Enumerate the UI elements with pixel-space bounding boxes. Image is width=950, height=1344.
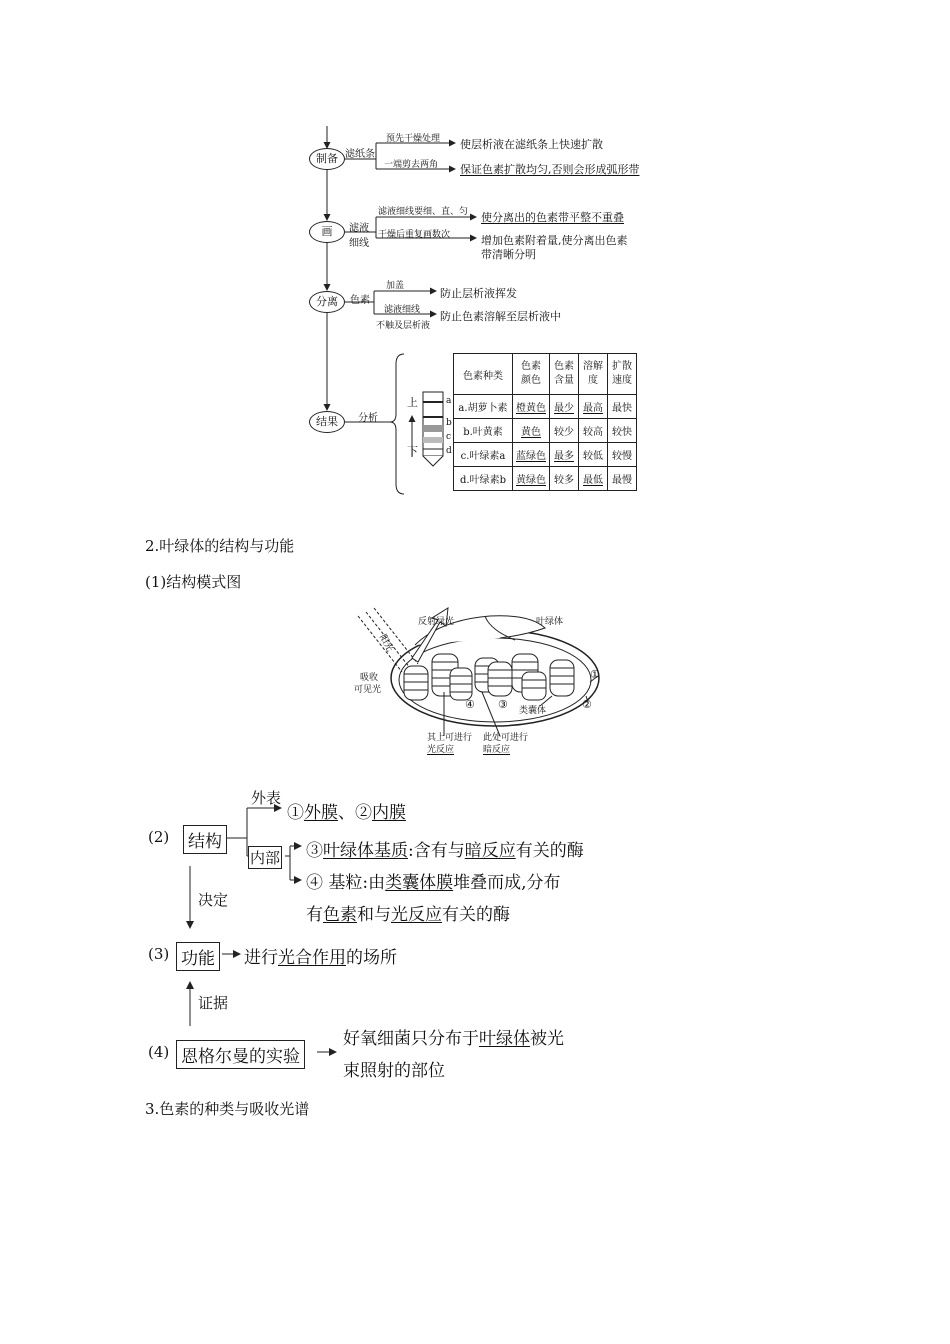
map-grana-w: 类囊体膜: [385, 873, 454, 893]
chloroplast-drawing: [340, 600, 610, 760]
map-exp-text: [343, 1024, 564, 1049]
table-row: [454, 395, 637, 419]
table-cell: 黄色: [513, 419, 550, 443]
map-outer-label: 外表: [251, 789, 282, 807]
label-absorb-1: 吸收: [360, 673, 379, 683]
table-cell: d.叶绿素b: [454, 467, 513, 491]
map-structure-box: 结构: [183, 825, 227, 854]
table-cell: 黄绿色: [513, 467, 550, 491]
strip-bottom-label: 下: [407, 445, 418, 458]
map-exp-b: 被光: [530, 1029, 564, 1049]
map-evidence: 证据: [198, 994, 229, 1012]
label-n1: ①: [590, 668, 600, 681]
section-2-title: 2.叶绿体的结构与功能: [145, 537, 295, 555]
strip-band-c: c: [446, 432, 452, 442]
table-cell: a.胡萝卜素: [454, 395, 513, 419]
label-dark-1: 此处可进行: [483, 733, 529, 743]
prep-result-1: 使层析液在滤纸条上快速扩散: [460, 138, 603, 151]
node-draw: 画: [309, 221, 345, 243]
table-cell: 蓝绿色: [513, 443, 550, 467]
pigment-table-header: [454, 354, 637, 395]
table-cell: c.叶绿素a: [454, 443, 513, 467]
separate-result-2: 防止色素溶解至层析液中: [440, 310, 561, 323]
table-cell: 较少: [550, 419, 579, 443]
map-func-w: 光合作用: [278, 948, 346, 968]
map-grana2-w2: 光反应: [391, 905, 442, 925]
prep-branch-label: 滤纸条: [345, 149, 375, 160]
map-outer-sep: 、: [338, 803, 355, 823]
label-chloroplast: 叶绿体: [536, 617, 564, 627]
map-outer-w1: 外膜: [304, 803, 338, 823]
table-cell: 最快: [608, 395, 637, 419]
map-outer-n2: ②: [355, 803, 372, 823]
map-grana2-w1: 色素: [323, 905, 357, 925]
draw-branch-label-1: 滤液: [349, 223, 369, 234]
map-grana2-a: 有: [306, 905, 323, 925]
table-header-cell: 扩散 速度: [608, 354, 637, 395]
map-stroma-n: ③: [306, 841, 323, 861]
strip-band-a: a: [446, 396, 452, 406]
map-func-a: 进行: [244, 948, 278, 968]
map-func-b: 的场所: [346, 948, 397, 968]
map-function-box: 功能: [176, 942, 220, 971]
draw-cond-1: 滤液细线要细、直、匀: [378, 207, 469, 217]
label-reflect-green: 反射绿光: [418, 617, 455, 627]
strip-band-b: b: [446, 418, 452, 428]
table-header-cell: 色素 颜色: [513, 354, 550, 395]
label-absorb-2: 可见光: [354, 685, 382, 695]
map-grana2-b: 和与: [357, 905, 391, 925]
table-header-cell: 色素种类: [454, 354, 513, 395]
table-cell: 较多: [550, 467, 579, 491]
label-n4: ④: [465, 698, 475, 711]
separate-cond-1: 加盖: [386, 281, 405, 291]
table-header-cell: 色素 含量: [550, 354, 579, 395]
map-l2: (2): [148, 828, 170, 846]
map-outer-text: [287, 798, 406, 823]
pigment-table: [453, 353, 637, 491]
map-grana-end: 堆叠而成,分布: [453, 873, 561, 893]
label-n3: ③: [498, 698, 508, 711]
label-dark-2: 暗反应: [483, 745, 511, 755]
label-light-1: 其上可进行: [427, 733, 473, 743]
map-exp-a: 好氧细菌只分布于: [343, 1029, 479, 1049]
map-grana-text-2: [306, 900, 510, 925]
map-grana-n: ④ 基粒:由: [306, 873, 386, 893]
table-cell: 较慢: [608, 443, 637, 467]
map-l4: (4): [148, 1043, 170, 1061]
table-row: [454, 467, 637, 491]
table-header-cell: 溶解 度: [579, 354, 608, 395]
map-outer-n1: ①: [287, 803, 304, 823]
map-stroma-text: [306, 836, 584, 861]
map-experiment-box: 恩格尔曼的实验: [176, 1040, 305, 1069]
section-2-sub1: (1)结构模式图: [145, 573, 242, 591]
map-stroma-w2: 暗反应: [464, 841, 516, 861]
separate-cond-2-line2: 不触及层析液: [376, 321, 431, 331]
map-exp-text-2: 束照射的部位: [343, 1061, 445, 1081]
label-light-2: 光反应: [427, 745, 455, 755]
label-thylakoid: 类囊体: [519, 706, 547, 716]
table-cell: 较快: [608, 419, 637, 443]
table-cell: 最慢: [608, 467, 637, 491]
map-inner-label: 内部: [248, 846, 282, 869]
node-prep: 制备: [309, 148, 345, 170]
table-cell: 最多: [550, 443, 579, 467]
map-outer-w2: 内膜: [372, 803, 406, 823]
result-branch-label: 分析: [358, 413, 378, 424]
table-cell: 最高: [579, 395, 608, 419]
table-cell: 较低: [579, 443, 608, 467]
map-function-text: [244, 943, 397, 968]
draw-result-2-line2: 带清晰分明: [481, 248, 536, 261]
label-n2: ②: [582, 698, 592, 711]
prep-cond-2: 一端剪去两角: [384, 160, 439, 170]
prep-result-2: 保证色素扩散均匀,否则会形成弧形带: [460, 163, 640, 176]
draw-result-1: 使分离出的色素带平整不重叠: [481, 211, 624, 224]
table-cell: b.叶黄素: [454, 419, 513, 443]
map-stroma-w: 叶绿体基质: [323, 841, 408, 861]
strip-band-d: d: [446, 446, 452, 456]
separate-branch-label: 色素: [350, 295, 370, 306]
map-stroma-end: 有关的酶: [515, 841, 584, 861]
draw-result-2-line1: 增加色素附着量,使分离出色素: [481, 234, 628, 247]
draw-cond-2: 干燥后重复画数次: [378, 230, 451, 240]
separate-cond-2-line1: 滤液细线: [384, 305, 421, 315]
map-grana2-c: 有关的酶: [442, 905, 510, 925]
map-l3: (3): [148, 945, 170, 963]
section-3-title: 3.色素的种类与吸收光谱: [145, 1100, 310, 1118]
table-cell: 较高: [579, 419, 608, 443]
node-result: 结果: [309, 411, 345, 433]
strip-top-label: 上: [407, 396, 418, 409]
prep-cond-1: 预先干燥处理: [386, 134, 441, 144]
draw-branch-label-2: 细线: [349, 238, 369, 249]
map-grana-text: [306, 868, 561, 893]
label-sunlight: 阳光: [377, 632, 395, 654]
map-exp-w: 叶绿体: [479, 1029, 530, 1049]
table-row: [454, 443, 637, 467]
node-separate: 分离: [309, 291, 345, 313]
separate-result-1: 防止层析液挥发: [440, 287, 517, 300]
map-stroma-mid: :含有与: [408, 841, 465, 861]
table-row: [454, 419, 637, 443]
table-cell: 最低: [579, 467, 608, 491]
table-cell: 橙黄色: [513, 395, 550, 419]
map-decides: 决定: [198, 891, 229, 909]
table-cell: 最少: [550, 395, 579, 419]
